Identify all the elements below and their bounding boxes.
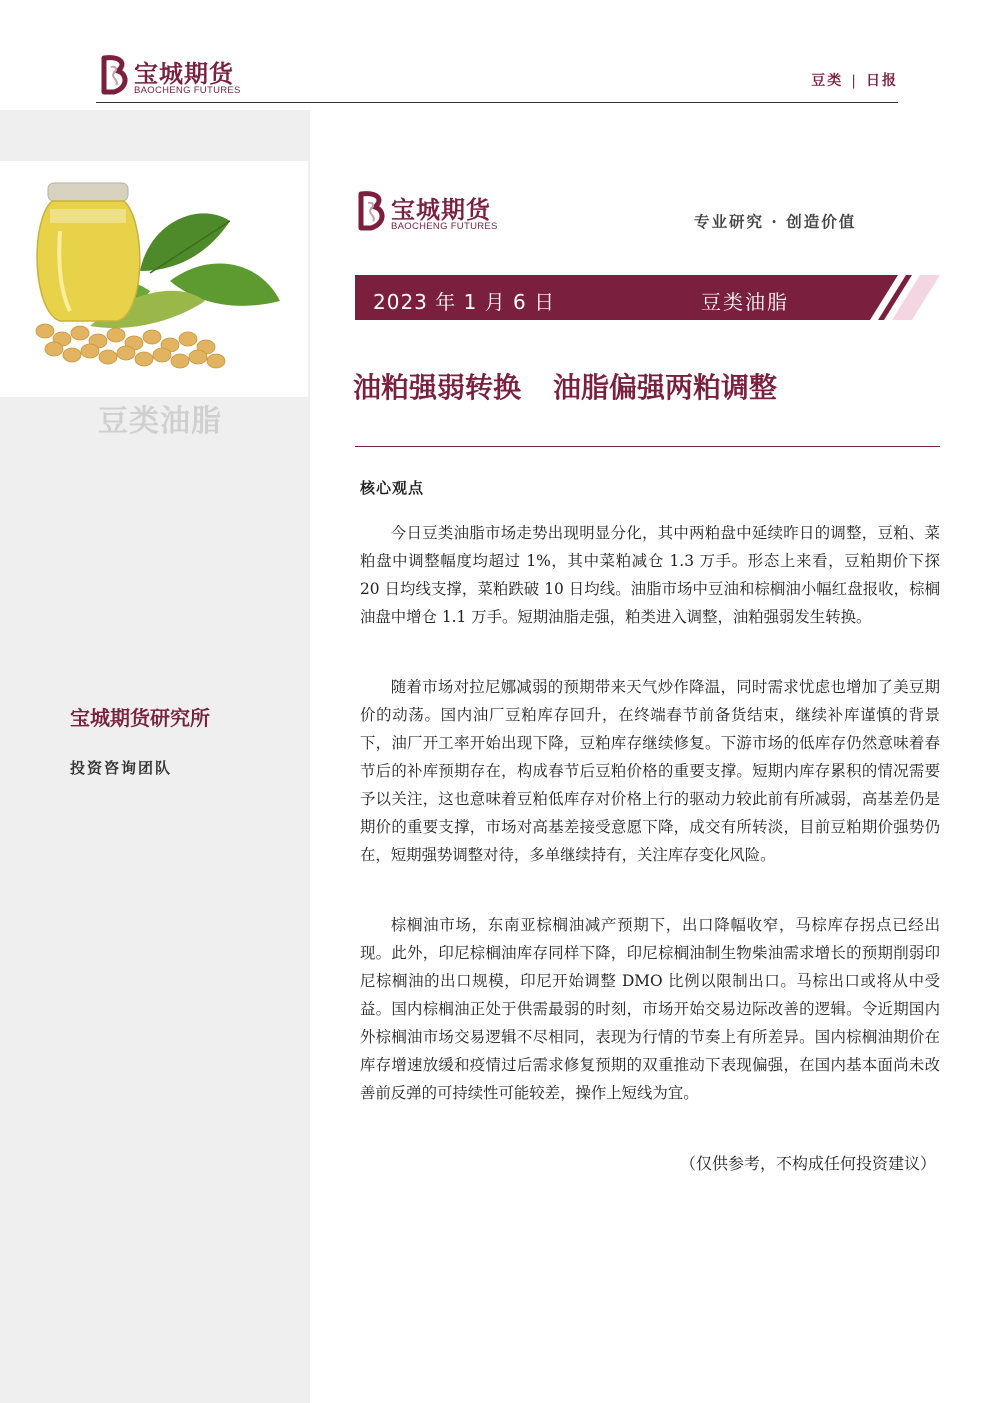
section-title: 核心观点 — [360, 479, 425, 497]
baocheng-logo-icon — [98, 54, 132, 96]
sidebar-institute: 宝城期货研究所 — [70, 706, 210, 730]
banner-stripes — [858, 275, 940, 320]
sidebar-team: 投资咨询团队 — [70, 759, 173, 777]
date-banner — [355, 275, 895, 320]
paragraph: 今日豆类油脂市场走势出现明显分化，其中两粕盘中延续昨日的调整，豆粕、菜粕盘中调整幅度均超过 1%，其中菜粕减仓 1.3 万手。形态上来看，豆粕期价下探 20 日均线支撑，菜粕跌破 10 日均线。油脂市场中豆油和棕榈油小幅红盘报收，棕榈油盘中增仓 1.1 万手。短期油脂走强，粕类进入调整，油粕强弱发生转换。 — [360, 524, 940, 626]
main-logo — [355, 190, 535, 240]
main-logo-cn: 宝城期货 — [391, 195, 491, 224]
banner-category: 豆类油脂 — [701, 290, 789, 314]
header-logo-cn: 宝城期货 — [134, 59, 234, 88]
disclaimer: （仅供参考，不构成任何投资建议） — [679, 1154, 936, 1173]
sidebar-photo — [0, 161, 308, 397]
main-logo-en: BAOCHENG FUTURES — [391, 221, 498, 232]
header-rule — [96, 102, 898, 103]
report-tag-separator: | — [851, 73, 858, 89]
report-date: 2023 年 1 月 6 日 — [373, 290, 556, 314]
report-tag — [811, 70, 898, 90]
headline — [353, 366, 777, 406]
baocheng-logo-icon — [355, 190, 389, 232]
soy-oil-illustration — [0, 161, 308, 397]
header-logo-en: BAOCHENG FUTURES — [134, 85, 241, 96]
report-type: 日报 — [866, 73, 898, 89]
headline-right: 油脂偏强两粕调整 — [553, 371, 778, 404]
paragraph: 棕榈油市场，东南亚棕榈油减产预期下，出口降幅收窄，马棕库存拐点已经出现。此外，印尼棕榈油库存同样下降，印尼棕榈油制生物柴油需求增长的预期削弱印尼棕榈油的出口规模，印尼开始调整 DMO 比例以限制出口。马棕出口或将从中受益。国内棕榈油正处于供需最弱的时刻，市场开始交易边际改善的逻辑。令近期国内外棕榈油市场交易逻辑不尽相同，表现为行情的节奏上有所差异。国内棕榈油期价在库存增速放缓和疫情过后需求修复预期的双重推动下表现偏强，在国内基本面尚未改善前反弹的可持续性可能较差，操作上短线为宜。 — [360, 916, 940, 1102]
header-logo — [98, 54, 258, 100]
sidebar-category: 豆类油脂 — [98, 404, 222, 439]
headline-rule — [355, 446, 940, 447]
paragraph: 随着市场对拉尼娜减弱的预期带来天气炒作降温，同时需求忧虑也增加了美豆期价的动荡。国内油厂豆粕库存回升，在终端春节前备货结束，继续补库谨慎的背景下，油厂开工率开始出现下降，豆粕库存继续修复。下游市场的低库存仍然意味着春节后的补库预期存在，构成春节后豆粕价格的重要支撑。短期内库存累积的情况需要予以关注，这也意味着豆粕低库存对价格上行的驱动力较此前有所减弱，高基差仍是期价的重要支撑，市场对高基差接受意愿下降，成交有所转淡，目前豆粕期价强势仍在，短期强势调整对待，多单继续持有，关注库存变化风险。 — [360, 678, 940, 864]
slogan: 专业研究 · 创造价值 — [694, 212, 857, 231]
report-category: 豆类 — [811, 73, 844, 89]
headline-left: 油粕强弱转换 — [353, 371, 522, 404]
